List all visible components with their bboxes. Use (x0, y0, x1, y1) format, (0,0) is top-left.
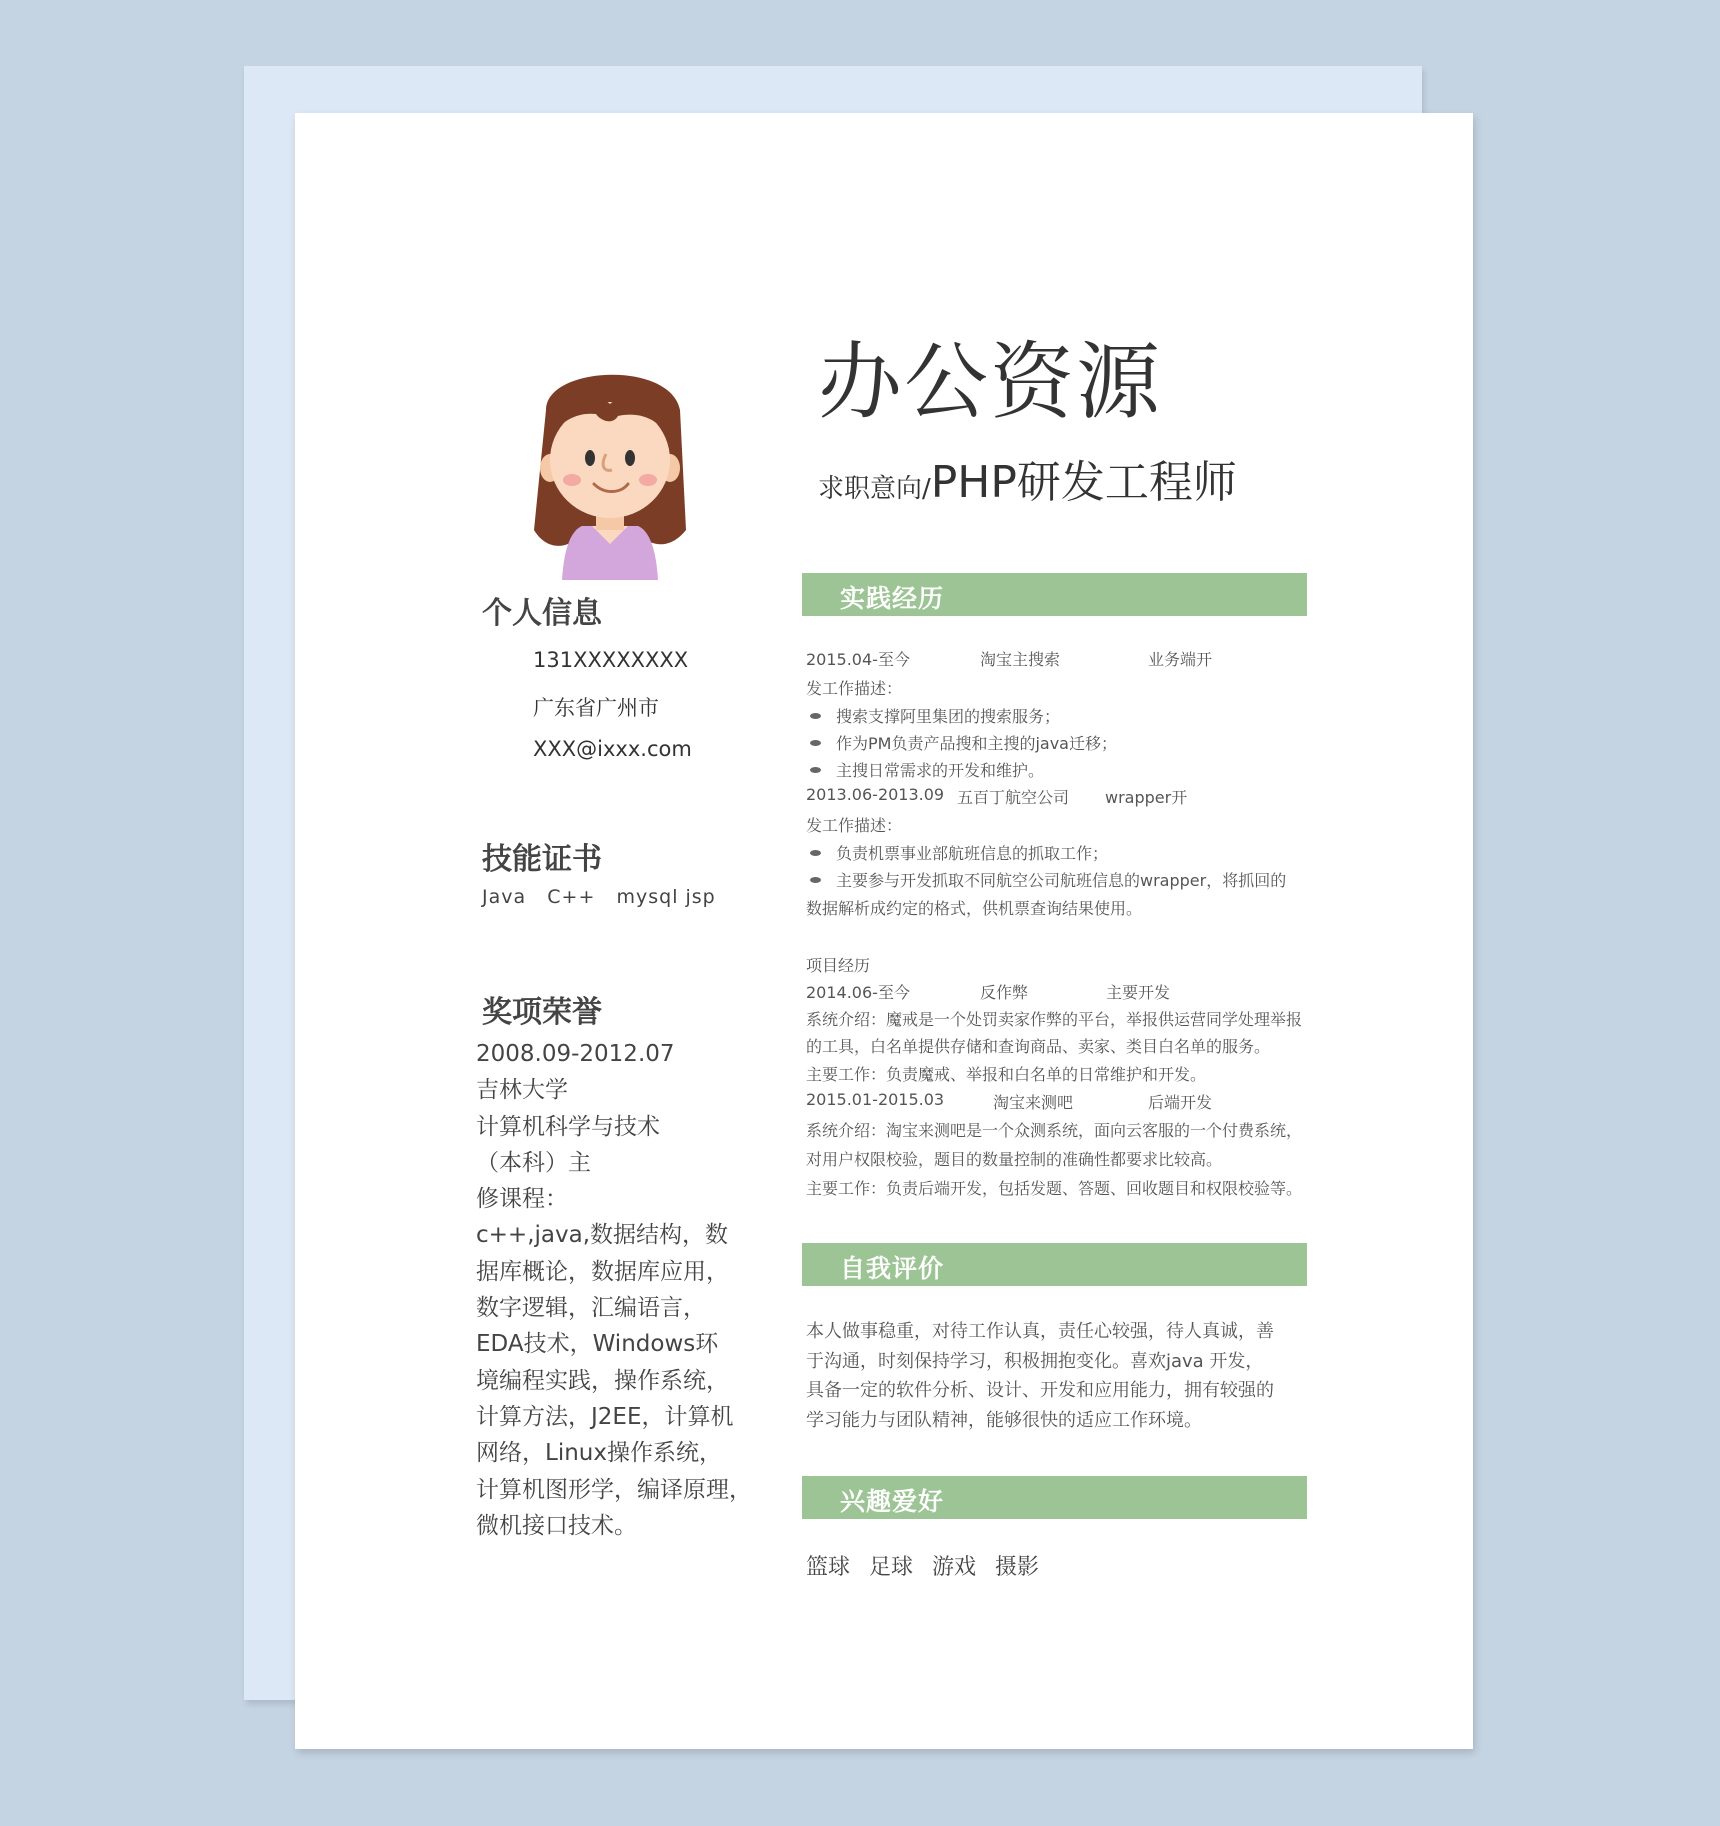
job1-item: 主搜日常需求的开发和维护。 (836, 761, 1045, 780)
avatar-illustration (520, 350, 700, 580)
proj2-line: 系统介绍：淘宝来测吧是一个众测系统，面向云客服的一个付费系统， (806, 1121, 1303, 1140)
personal-info-title: 个人信息 (482, 596, 602, 631)
self-eval-line: 于沟通，时刻保持学习，积极拥抱变化。喜欢java 开发， (806, 1350, 1264, 1372)
proj1-role: 主要开发 (1106, 983, 1171, 1002)
job2-desc-label: 发工作描述： (806, 816, 903, 835)
edu-line: 2008.09-2012.07 (476, 1041, 675, 1067)
skills-list: Java C++ mysql jsp (482, 886, 716, 908)
job1-desc-label: 发工作描述： (806, 679, 903, 698)
edu-line: 据库概论，数据库应用， (476, 1258, 729, 1285)
bullet-icon (810, 850, 821, 856)
job1-item: 搜索支撑阿里集团的搜索服务； (836, 707, 1061, 726)
job2-item-continued: 数据解析成约定的格式，供机票查询结果使用。 (806, 899, 1143, 918)
proj1-name: 反作弊 (980, 983, 1029, 1002)
job1-date: 2015.04-至今 (806, 650, 910, 669)
edu-line: c++,java,数据结构，数 (476, 1222, 729, 1249)
job1-company: 淘宝主搜索 (980, 650, 1061, 669)
bullet-icon (810, 713, 821, 719)
edu-line: 修课程： (476, 1186, 568, 1213)
edu-line: 境编程实践，操作系统， (476, 1367, 729, 1394)
hobby-item: 足球 (869, 1555, 914, 1580)
hobbies-list (806, 1550, 1051, 1581)
bullet-icon (810, 767, 821, 773)
candidate-name: 办公资源 (818, 333, 1163, 431)
proj2-name: 淘宝来测吧 (993, 1093, 1074, 1112)
job1-item: 作为PM负责产品搜和主搜的java迁移； (836, 734, 1117, 753)
hobbies-title: 兴趣爱好 (840, 1487, 945, 1516)
edu-line: 微机接口技术。 (476, 1512, 637, 1539)
proj2-line: 对用户权限校验，题目的数量控制的准确性都要求比较高。 (806, 1150, 1223, 1169)
hobbies-section-header (802, 1476, 1307, 1519)
hobby-item: 游戏 (932, 1555, 977, 1580)
edu-line: 网络，Linux操作系统， (476, 1440, 722, 1467)
job2-date: 2013.06-2013.09 (806, 785, 945, 804)
self-eval-line: 学习能力与团队精神，能够很快的适应工作环境。 (806, 1410, 1202, 1432)
self-eval-line: 本人做事稳重，对待工作认真，责任心较强，待人真诚，善 (806, 1321, 1274, 1342)
job2-item: 负责机票事业部航班信息的抓取工作； (836, 844, 1109, 863)
proj1-date: 2014.06-至今 (806, 983, 910, 1002)
edu-line: 计算机图形学，编译原理， (476, 1476, 752, 1503)
email-text: XXX@ixxx.com (533, 737, 692, 761)
self-eval-section-header (802, 1243, 1307, 1286)
edu-line: 吉林大学 (476, 1077, 568, 1104)
project-label: 项目经历 (806, 956, 871, 975)
hobby-item: 篮球 (806, 1555, 851, 1580)
job2-company: 五百丁航空公司 (957, 788, 1070, 807)
practice-section-header (802, 573, 1307, 616)
proj2-line: 主要工作：负责后端开发，包括发题、答题、回收题目和权限校验等。 (806, 1179, 1303, 1198)
practice-section-title: 实践经历 (840, 584, 945, 613)
job-intent-label: 求职意向/ (818, 474, 931, 504)
job2-role: wrapper开 (1105, 788, 1188, 807)
proj1-line: 系统介绍：魔戒是一个处罚卖家作弊的平台，举报供运营同学处理举报 (806, 1010, 1303, 1029)
phone-text: 131XXXXXXXX (533, 648, 689, 672)
edu-line: 计算方法，J2EE，计算机 (476, 1403, 734, 1430)
job2-item: 主要参与开发抓取不同航空公司航班信息的wrapper，将抓回的 (836, 871, 1287, 890)
edu-line: EDA技术，Windows环 (476, 1331, 719, 1358)
edu-line: 数字逻辑，汇编语言， (476, 1295, 706, 1322)
bullet-icon (810, 877, 821, 883)
proj1-line: 主要工作：负责魔戒、举报和白名单的日常维护和开发。 (806, 1065, 1207, 1084)
proj2-role: 后端开发 (1148, 1093, 1213, 1112)
edu-line: （本科）主 (476, 1149, 591, 1176)
awards-title: 奖项荣誉 (482, 995, 602, 1030)
self-eval-text (806, 1317, 1276, 1436)
proj1-line: 的工具，白名单提供存储和查询商品、卖家、类目白名单的服务。 (806, 1037, 1271, 1056)
job-intent-role: PHP研发工程师 (930, 457, 1237, 508)
education-block (476, 1036, 756, 1544)
self-eval-title: 自我评价 (840, 1254, 945, 1283)
edu-line: 计算机科学与技术 (476, 1113, 660, 1140)
hobby-item: 摄影 (995, 1555, 1040, 1580)
bullet-icon (810, 740, 821, 746)
address-text: 广东省广州市 (533, 696, 659, 720)
skills-title: 技能证书 (482, 842, 602, 877)
job1-role: 业务端开 (1148, 650, 1213, 669)
job-intent (818, 446, 1237, 510)
proj2-date: 2015.01-2015.03 (806, 1090, 945, 1109)
self-eval-line: 具备一定的软件分析、设计、开发和应用能力，拥有较强的 (806, 1380, 1274, 1402)
